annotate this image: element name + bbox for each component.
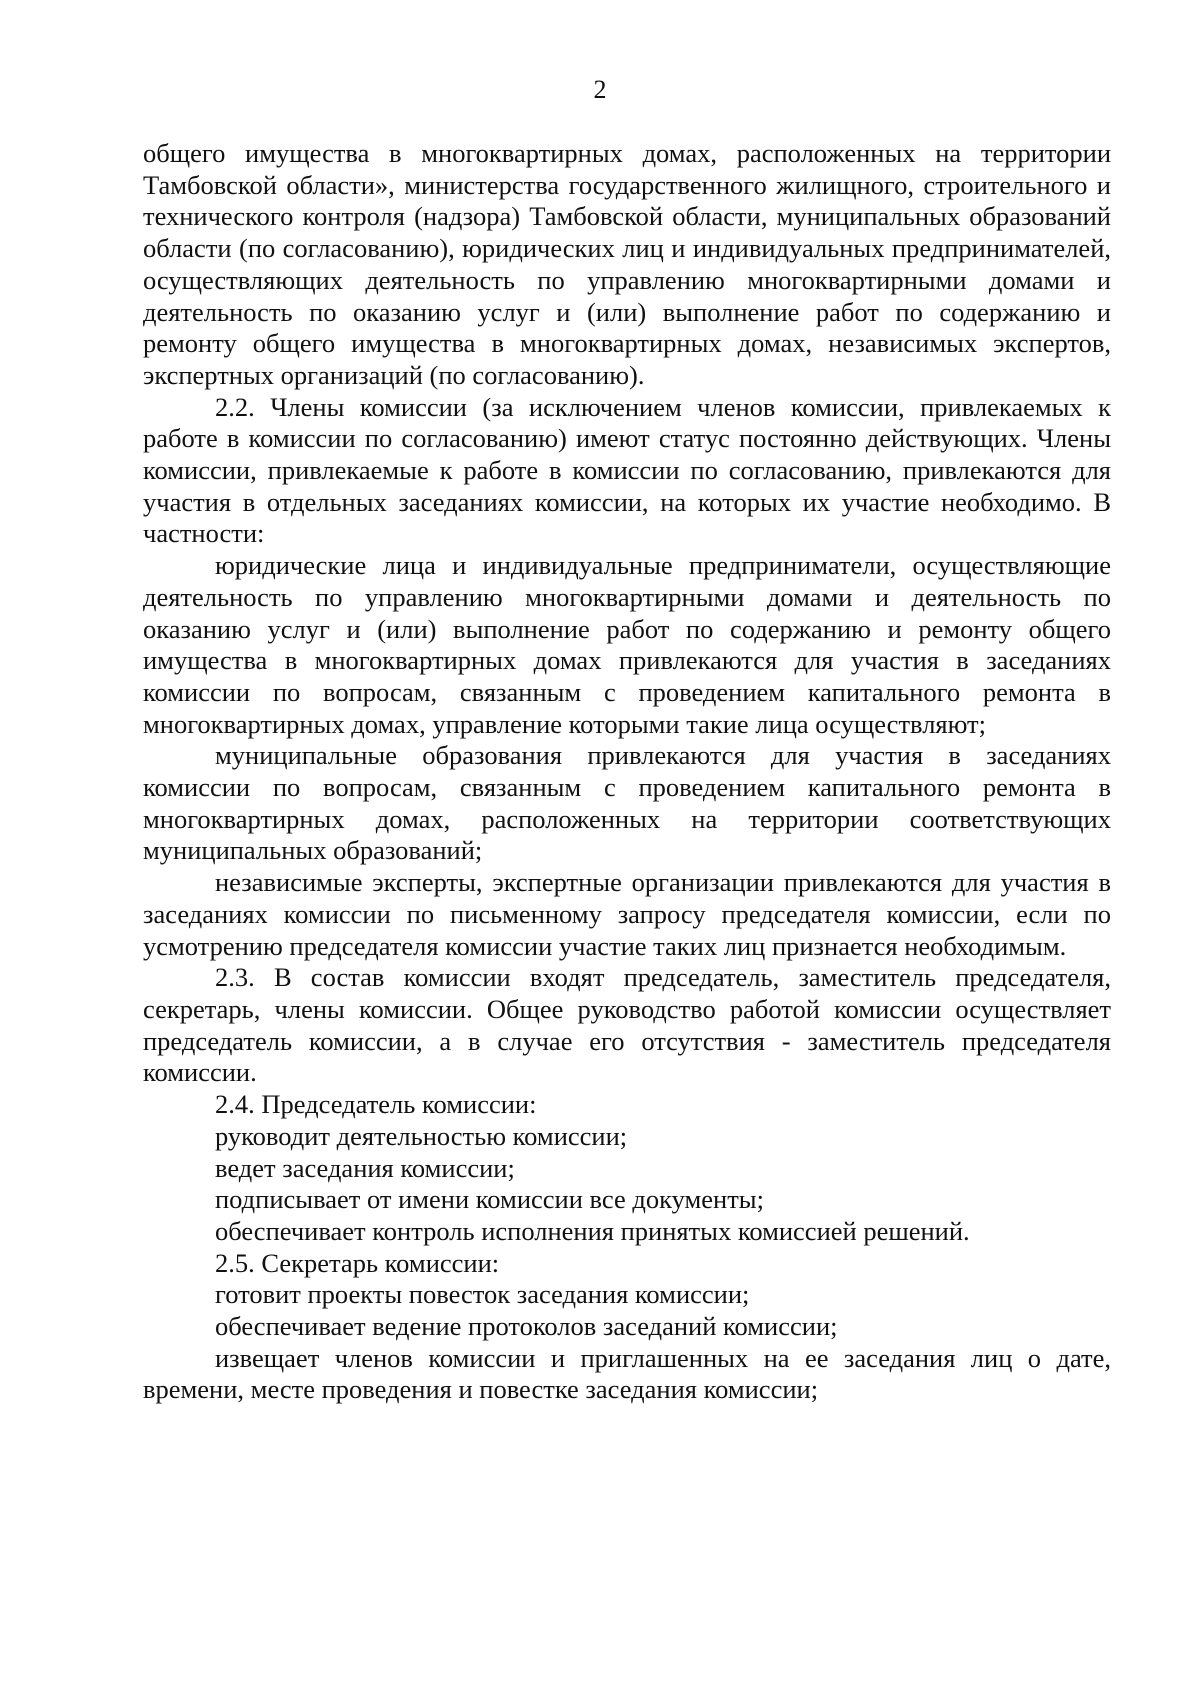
paragraph-2-2: 2.2. Члены комиссии (за исключением членов комиссии, привлекаемых к работе в комиссии по согласованию) имеют статус постоянно действующих. Члены комиссии, привлекаемые к работе в комиссии по согласованию, привлекаются для участия в отдельных заседаниях комиссии, на которых их участие необходимо. В частности: [143, 391, 1111, 549]
paragraph-legal-entities: юридические лица и индивидуальные предприниматели, осуществляющие деятельность по управлению многоквартирными домами и деятельность по оказанию услуг и (или) выполнение работ по содержанию и ремонту общего имущества в многоквартирных домах привлекаются для участия в заседаниях комиссии по вопросам, связанным с проведением капитального ремонта в многоквартирных домах, управление которыми такие лица осуществляют; [143, 550, 1111, 739]
list-item-chair-duty-4: обеспечивает контроль исполнения принятых комиссией решений. [215, 1215, 970, 1246]
paragraph-2-5-heading: 2.5. Секретарь комиссии: [215, 1247, 500, 1278]
page-number: 2 [593, 75, 607, 104]
paragraph-experts: независимые эксперты, экспертные организации привлекаются для участия в заседаниях комиссии по письменному запросу председателя комиссии, если по усмотрению председателя комиссии участие таких лиц признается необходимым. [143, 867, 1111, 961]
list-item-chair-duty-3: подписывает от имени комиссии все документы; [215, 1184, 764, 1215]
paragraph-2-3: 2.3. В состав комиссии входят председатель, заместитель председателя, секретарь, члены комиссии. Общее руководство работой комиссии осуществляет председатель комиссии, а в случае его отсутствия - заместитель председателя комиссии. [143, 962, 1111, 1088]
document-body [143, 138, 1111, 1406]
list-item-secretary-duty-2: обеспечивает ведение протоколов заседаний комиссии; [215, 1311, 838, 1342]
paragraph-municipalities: муниципальные образования привлекаются для участия в заседаниях комиссии по вопросам, связанным с проведением капитального ремонта в многоквартирных домах, расположенных на территории соответствующих муниципальных образований; [143, 740, 1111, 866]
list-item-secretary-duty-1: готовит проекты повесток заседания комиссии; [215, 1279, 750, 1310]
paragraph-continuation: общего имущества в многоквартирных домах, расположенных на территории Тамбовской области», министерства государственного жилищного, строительного и технического контроля (надзора) Тамбовской области, муниципальных образований области (по согласованию), юридических лиц и индивидуальных предпринимателей, осуществляющих деятельность по управлению многоквартирными домами и деятельность по оказанию услуг и (или) выполнение работ по содержанию и ремонту общего имущества в многоквартирных домах, независимых экспертов, экспертных организаций (по согласованию). [143, 138, 1111, 390]
list-item-chair-duty-2: ведет заседания комиссии; [215, 1152, 515, 1183]
paragraph-2-4-heading: 2.4. Председатель комиссии: [215, 1089, 537, 1120]
list-item-secretary-duty-3: извещает членов комиссии и приглашенных на ее заседания лиц о дате, времени, месте проведения и повестке заседания комиссии; [143, 1342, 1111, 1405]
list-item-chair-duty-1: руководит деятельностью комиссии; [215, 1120, 628, 1151]
